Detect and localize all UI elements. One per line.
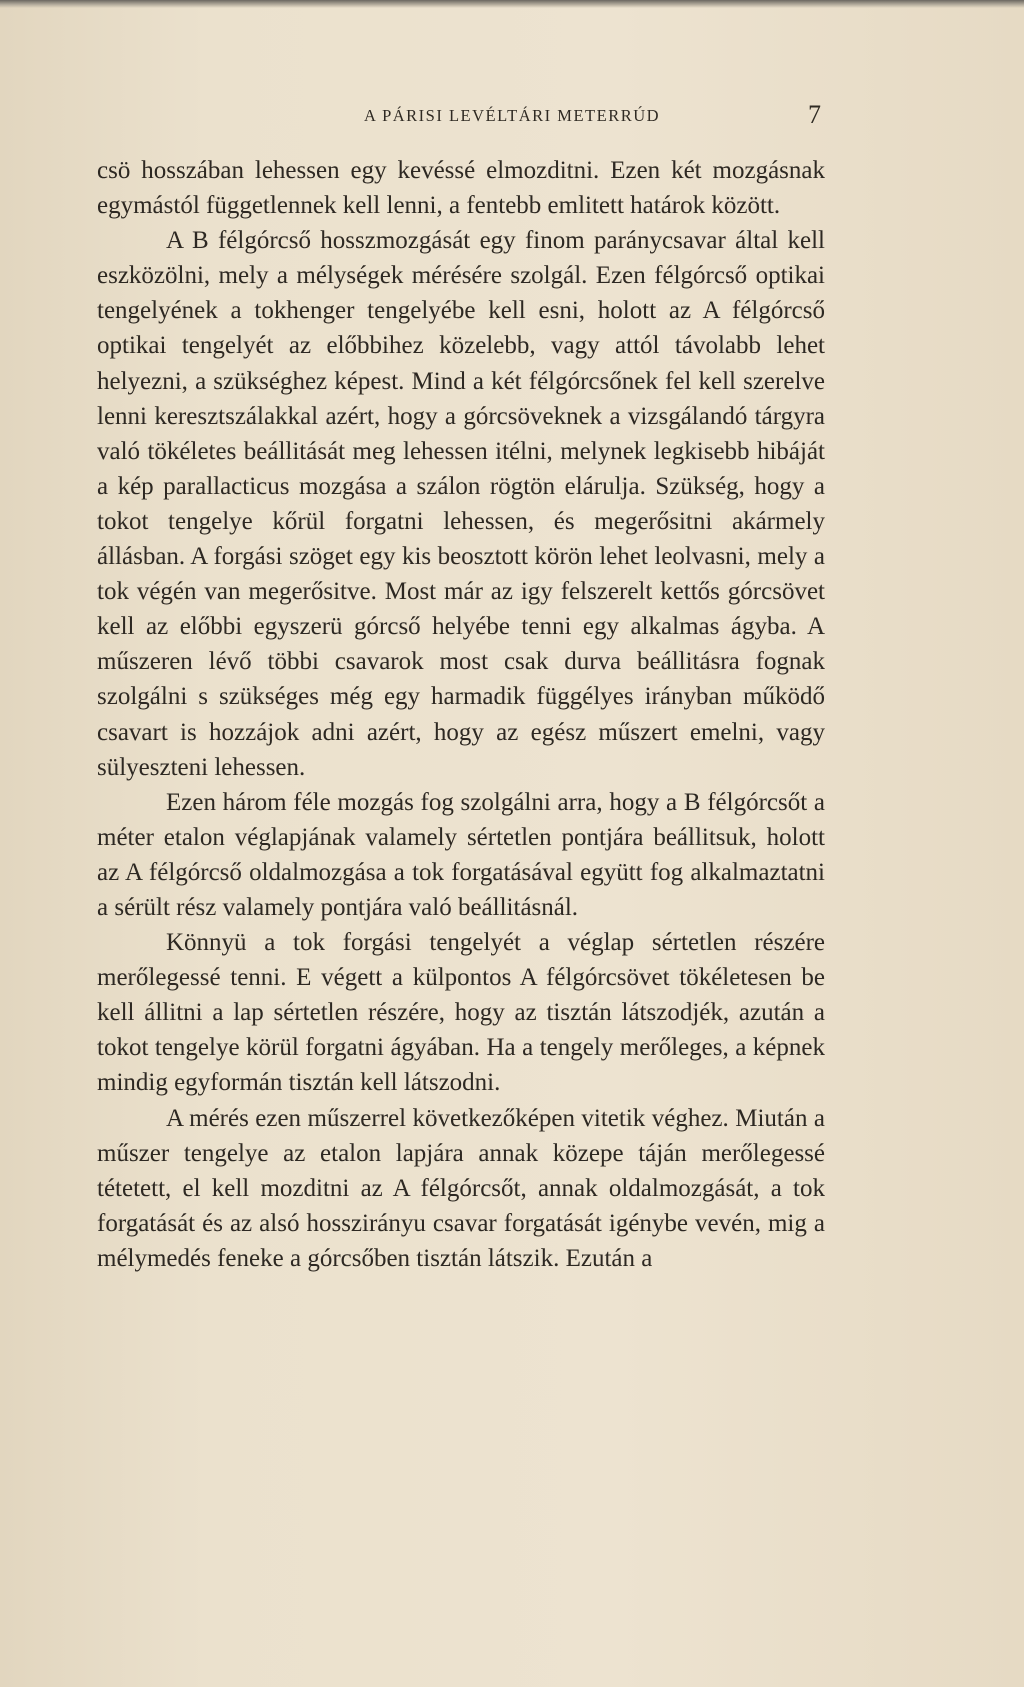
paragraph-measurement: A mérés ezen műszerrel következőképen vitetik véghez. Miután a műszer tengelye az etalon lapjára annak közepe táján merőlegessé tétetett, el kell mozditni az A félgórcsőt, annak oldalmozgását, a tok forgatását és az alsó hosszirányu csavar forgatását igénybe vevén, mig a mélymedés feneke a górcsőben tisztán látszik. Ezután a — [97, 1104, 825, 1272]
paragraph-axis-perpendicular: Könnyü a tok forgási tengelyét a véglap sértetlen részére merőlegessé tenni. E végett a külpontos A félgórcsövet tökéletesen be kell állitni a lap sértetlen részére, hogy az tisztán látszodjék, azután a tokot tengelye körül forgatni ágyában. Ha a tengely merőleges, a képnek mindig egyformán tisztán kell látszodni. — [97, 929, 825, 1097]
running-header — [0, 100, 1024, 130]
paragraph-continuation: csö hosszában lehessen egy kevéssé elmozditni. Ezen két mozgásnak egymástól függetlennek kell lenni, a fentebb emlitett határok között. — [97, 157, 825, 220]
body-text — [97, 153, 825, 1276]
running-title: A PÁRISI LEVÉLTÁRI METERRÚD — [363, 106, 661, 125]
page-top-edge — [0, 0, 1024, 8]
page-number: 7 — [808, 100, 821, 129]
paragraph-micrometer: A B félgórcső hosszmozgását egy finom paránycsavar által kell eszközölni, mely a mélységek mérésére szolgál. Ezen félgórcső optikai tengelyének a tokhenger tengelyébe kell esni, holott az A félgórcső optikai tengelyét az előbbihez közelebb, vagy attól távolabb lehet helyezni, a szükséghez képest. Mind a két félgórcsőnek fel kell szerelve lenni keresztszálakkal azért, hogy a górcsöveknek a vizsgálandó tárgyra való tökéletes beállitását meg lehessen itélni, melynek legkisebb hibáját a kép parallacticus mozgása a szálon rögtön elárulja. Szükség, hogy a tokot tengelye kőrül forgatni lehessen, és megerősitni akármely állásban. A forgási szöget egy kis beosztott körön lehet leolvasni, mely a tok végén van megerősitve. Most már az igy felszerelt kettős górcsövet kell az előbbi egyszerü górcső helyébe tenni egy alkalmas ágyba. A műszeren lévő többi csavarok most csak durva beállitásra fognak szolgálni s szükséges még egy harmadik függélyes irányban működő csavart is hozzájok adni azért, hogy az egész műszert emelni, vagy sülyeszteni lehessen. — [97, 227, 825, 781]
paragraph-three-motions: Ezen három féle mozgás fog szolgálni arra, hogy a B félgórcsőt a méter etalon véglapjának valamely sértetlen pontjára beállitsuk, holott az A félgórcső oldalmozgása a tok forgatásával együtt fog alkalmaztatni a sérült rész valamely pontjára való beállitásnál. — [97, 788, 825, 921]
